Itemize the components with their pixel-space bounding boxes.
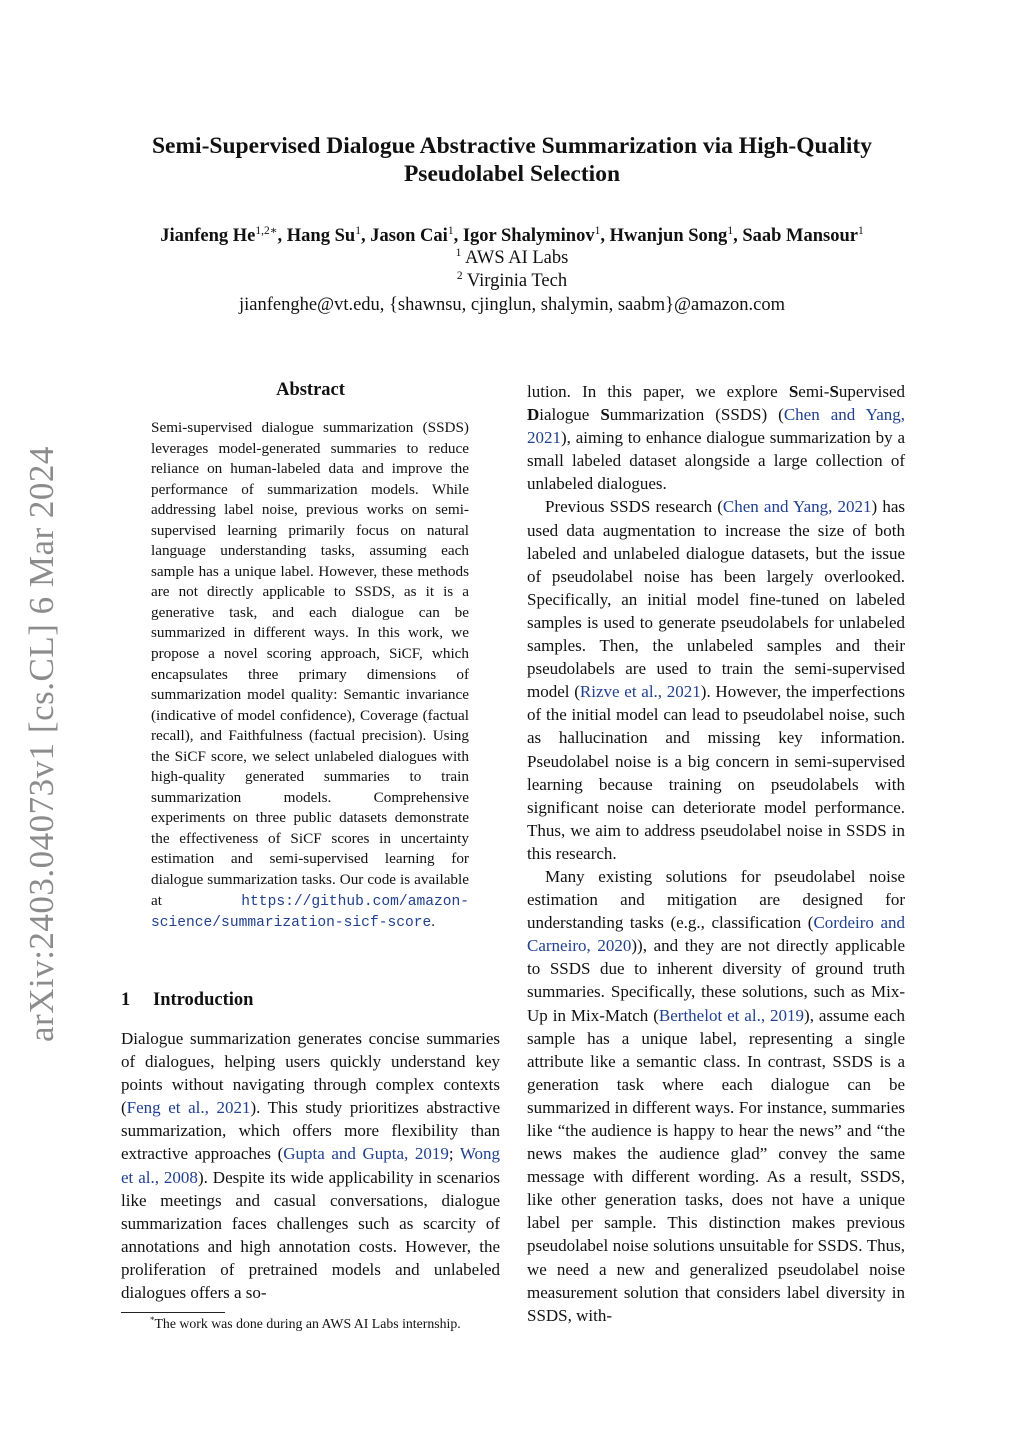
author-name: Igor Shalyminov: [462, 226, 595, 246]
citation-link[interactable]: Gupta and Gupta, 2019: [283, 1144, 449, 1164]
code-repository-link[interactable]: https://github.com/amazon-science/summarization-sicf-score: [151, 893, 469, 932]
author-affil-mark: 1,2∗: [255, 225, 278, 237]
citation-link[interactable]: Wong et al., 2008: [121, 1144, 501, 1187]
author-name: Jason Cai: [370, 226, 448, 246]
intro-text: ;: [448, 1144, 460, 1164]
bold-letter: S: [788, 382, 799, 401]
affiliation-mark: 2: [456, 270, 463, 282]
intro-text: ). This study prioritizes abstractive summarization, which offers more flexibility than extractive approaches (: [121, 1098, 500, 1164]
arxiv-identifier-stamp: arXiv:2403.04073v1 [cs.CL] 6 Mar 2024: [22, 446, 61, 1042]
author-affil-mark: 1: [594, 225, 601, 237]
section-number: 1: [121, 990, 131, 1010]
affiliation-aws: [100, 248, 924, 269]
footnote-mark: *: [150, 1315, 155, 1325]
author-affil-mark: 1: [857, 225, 864, 237]
body-text: Previous SSDS research (: [545, 497, 723, 517]
intro-paragraph: [121, 1027, 500, 1304]
body-text: ialogue: [539, 405, 601, 425]
footnote-text: The work was done during an AWS AI Labs internship.: [154, 1316, 461, 1331]
title-line-1: Semi-Supervised Dialogue Abstractive Summarization via High-Quality: [151, 133, 872, 159]
affiliation-mark: 1: [455, 247, 462, 259]
body-text: )), and they are not directly applicable to SSDS due to inherent diversity of ground truth summaries. Specifically, these solutions, such as Mix-Up in Mix-Match (: [527, 936, 905, 1025]
paper-title: [120, 132, 904, 188]
body-text: emi-: [798, 382, 830, 401]
abstract-body: [151, 418, 469, 934]
bold-letter: S: [600, 405, 610, 425]
body-text: ummarization (SSDS) (: [609, 405, 784, 425]
body-text: Many existing solutions for pseudolabel noise estimation and mitigation are designed for understanding tasks (e.g., classification (: [527, 866, 905, 933]
author-affil-mark: 1: [447, 225, 454, 237]
footnote-rule: [121, 1312, 225, 1313]
author-list: Jianfeng $He^{1,2∗}$, Hang Su$^1$, Jason Cai$^1$, Igor Shalyminov$^1$, Hwanjun Song$^1$, Saab Mansour$^1$: [160, 225, 864, 246]
right-paragraph-2: [527, 495, 905, 865]
right-column: [527, 380, 905, 1327]
abstract-text: Semi-supervised dialogue summarization (SSDS) leverages model-generated summaries to reduce reliance on human-labeled data and improve the performance of summarization models. While addressing label noise, previous works on semi-supervised learning primarily focus on natural language understanding tasks, assuming each sample has a unique label. However, these methods are not directly applicable to SSDS, as it is a generative task, and each dialogue can be summarized in different ways. In this work, we propose a novel scoring approach, SiCF, which encapsulates three primary dimensions of summarization model quality: Semantic invariance (indicative of model confidence), Coverage (factual recall), and Faithfulness (factual precision). Using the SiCF score, we select unlabeled dialogues with high-quality generated summaries to train summarization models. Comprehensive experiments on three public datasets demonstrate the effectiveness of SiCF scores in uncertainty estimation and semi-supervised learning for dialogue summarization tasks. Our code is available at: [151, 419, 469, 909]
section-heading-introduction: [121, 990, 253, 1011]
footnote: [150, 1316, 461, 1332]
right-paragraph-1: [527, 380, 905, 495]
intro-text: ). Despite its wide applicability in scenarios like meetings and casual conversations, dialogue summarization faces challenges such as scarcity of annotations and high annotation costs. However, the proliferation of pretrained models and unlabeled dialogues offers a so-: [121, 1167, 500, 1303]
body-text: lution. In this paper, we explore: [527, 382, 789, 401]
section-title: Introduction: [153, 990, 254, 1010]
affiliation-vt: [100, 271, 924, 292]
intro-text: Dialogue summarization generates concise summaries of dialogues, helping users quickly understand key points without navigating through complex contexts (: [121, 1029, 500, 1118]
author-affil-mark: 1: [727, 225, 734, 237]
body-text: upervised: [838, 382, 905, 401]
abstract-heading: Abstract: [276, 380, 345, 400]
citation-link[interactable]: Chen and Yang, 2021: [722, 497, 872, 517]
author-name: Saab Mansour: [742, 226, 858, 246]
author-emails: jianfenghe@vt.edu, {shawnsu, cjinglun, shalymin, saabm}@amazon.com: [238, 295, 786, 315]
title-line-2: Pseudolabel Selection: [403, 161, 621, 187]
body-text: ), assume each sample has a unique label, representing a single attribute like a semantic class. In contrast, SSDS is a generation task where each dialogue can be summarized in different ways. For instance, summaries like “the audience is happy to hear the news” and “the news makes the audience glad” convey the same message with different wording. As a result, SSDS, like other generation tasks, does not have a unique label per sample. This distinction makes previous pseudolabel noise solutions unsuitable for SSDS. Thus, we need a new and generalized pseudolabel noise measurement solution that considers label diversity in SSDS, with-: [527, 1005, 905, 1325]
citation-link[interactable]: Feng et al., 2021: [126, 1098, 251, 1118]
author-name: Hwanjun Song: [609, 226, 728, 246]
author-affil-mark: 1: [355, 225, 361, 237]
author-name: Hang Su: [286, 226, 356, 246]
body-text: ). However, the imperfections of the initial model can lead to pseudolabel noise, such as hallucination and missing key information. Pseudolabel noise is a big concern in semi-supervised learning because training on pseudolabels with significant noise can deteriorate model performance. Thus, we aim to address pseudolabel noise in SSDS in this research.: [527, 682, 905, 863]
body-text: ) has used data augmentation to increase the size of both labeled and unlabeled dialogue datasets, but the issue of pseudolabel noise has been largely overlooked. Specifically, an initial model fine-tuned on labeled samples is used to generate pseudolabels for unlabeled samples. Then, the unlabeled samples and their pseudolabels are used to train the semi-supervised model (: [527, 497, 906, 702]
affiliation-name: Virginia Tech: [466, 271, 568, 291]
citation-link[interactable]: Cordeiro and Carneiro, 2020: [527, 913, 905, 956]
bold-letter: D: [527, 405, 540, 425]
body-text: ), aiming to enhance dialogue summarization by a small labeled dataset alongside a large collection of unlabeled dialogues.: [527, 428, 905, 494]
author-name: Jianfeng He: [160, 226, 256, 246]
citation-link[interactable]: Rizve et al., 2021: [579, 682, 701, 702]
abstract-end: .: [431, 913, 436, 931]
bold-letter: S: [829, 382, 839, 401]
citation-link[interactable]: Berthelot et al., 2019: [658, 1005, 805, 1025]
citation-link[interactable]: Chen and Yang, 2021: [527, 405, 905, 448]
right-paragraph-3: [527, 865, 905, 1327]
affiliation-name: AWS AI Labs: [465, 248, 569, 268]
